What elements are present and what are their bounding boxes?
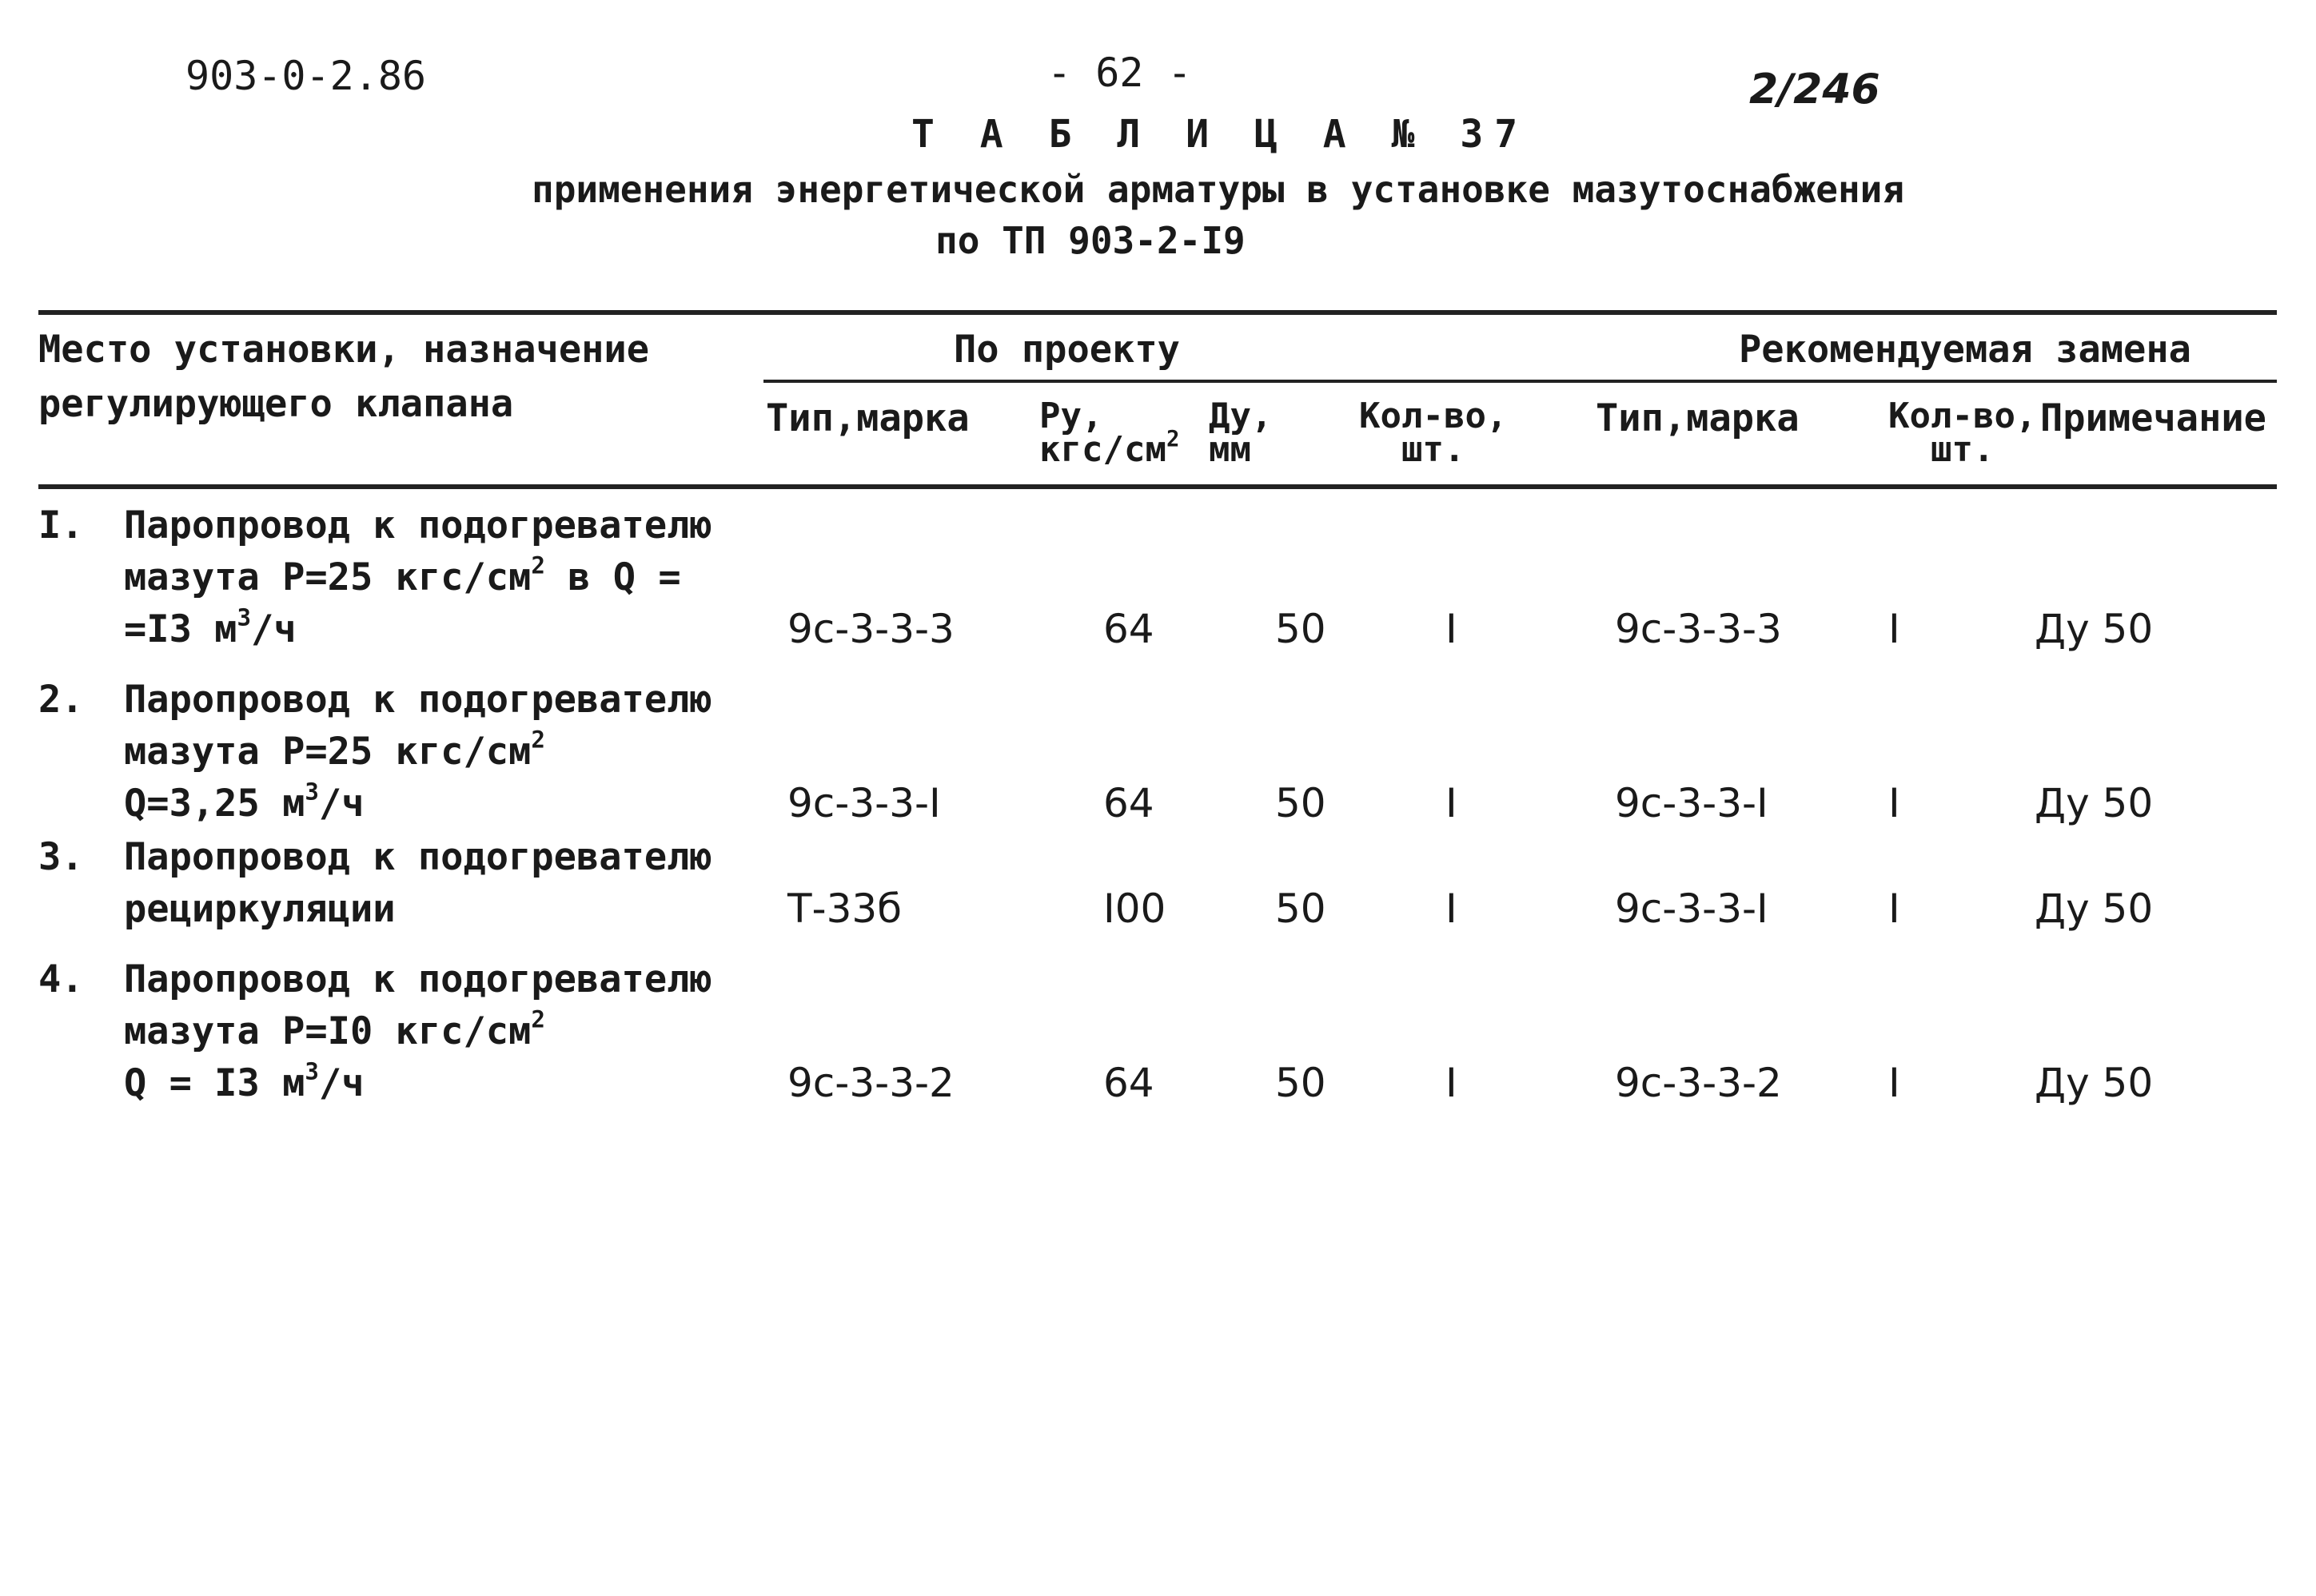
row-qty: I <box>1445 886 1457 932</box>
row-rec-qty: I <box>1888 606 1900 652</box>
header-py <box>1039 396 1180 470</box>
row-type: Т-33б <box>787 886 903 932</box>
row-desc-line2-exp: 2 <box>531 726 545 754</box>
header-qty <box>1359 396 1508 470</box>
header-by-project: По проекту <box>954 328 1180 372</box>
row-desc-line2-exp: 2 <box>531 1005 545 1033</box>
row-number: 3. <box>38 835 84 879</box>
header-py-unit: кгс/см <box>1039 429 1166 470</box>
row-desc-line2 <box>124 1005 545 1053</box>
header-du <box>1209 396 1273 470</box>
row-type: 9с-3-3-3 <box>787 606 955 652</box>
row-py: I00 <box>1103 886 1166 932</box>
table-subtitle: применения энергетической арматуры в установке мазутоснабжения <box>532 168 1905 211</box>
row-rec-qty: I <box>1888 886 1900 932</box>
header-qty-label: Кол-во, <box>1359 396 1508 436</box>
row-desc-line1: Паропровод к подогревателю <box>124 957 712 1001</box>
header-py-unit-exp: 2 <box>1166 426 1180 452</box>
header-qty-rec <box>1888 396 2037 470</box>
row-py: 64 <box>1103 1060 1154 1106</box>
row-note: Ду 50 <box>2035 606 2154 652</box>
row-desc-line3-tail: /ч <box>251 607 297 651</box>
header-place-line1: Место установки, назначение <box>38 328 650 372</box>
header-py-label: Ру, <box>1039 396 1103 436</box>
row-desc-line1: Паропровод к подогревателю <box>124 835 712 879</box>
row-desc-line3-text: Q=3,25 м <box>124 782 305 826</box>
row-rec-qty: I <box>1888 1060 1900 1106</box>
row-desc-line2-tail: в Q = <box>544 555 681 599</box>
header-recommended: Рекомендуемая замена <box>1739 328 2191 372</box>
header-qty-unit: шт. <box>1401 429 1465 470</box>
row-qty: I <box>1445 606 1457 652</box>
document-code: 903-0-2.86 <box>185 53 427 99</box>
row-du: 50 <box>1275 886 1326 932</box>
header-du-label: Ду, <box>1209 396 1273 436</box>
row-du: 50 <box>1275 606 1326 652</box>
row-rec-qty: I <box>1888 780 1900 826</box>
header-note: Примечание <box>2040 396 2266 440</box>
row-desc-line3 <box>124 778 365 826</box>
row-desc-line2-exp: 2 <box>531 551 545 579</box>
row-rec-type: 9с-3-3-2 <box>1615 1060 1782 1106</box>
header-qty-rec-unit: шт. <box>1930 429 1995 470</box>
header-place-line2: регулирующего клапана <box>38 382 514 426</box>
row-rec-type: 9с-3-3-I <box>1615 886 1768 932</box>
table-top-rule <box>38 310 2277 315</box>
row-desc-line2 <box>124 551 681 599</box>
table-subtitle-ref: по ТП 903-2-I9 <box>935 219 1246 262</box>
row-du: 50 <box>1275 780 1326 826</box>
row-type: 9с-3-3-2 <box>787 1060 955 1106</box>
row-qty: I <box>1445 1060 1457 1106</box>
header-group-rule <box>763 380 2277 383</box>
row-py: 64 <box>1103 780 1154 826</box>
row-desc-line3-exp: 3 <box>305 778 319 806</box>
row-desc-line3-tail: /ч <box>318 1061 365 1105</box>
row-rec-type: 9с-3-3-I <box>1615 780 1768 826</box>
row-desc-line1: Паропровод к подогревателю <box>124 503 712 547</box>
row-desc-line2-text: мазута Р=25 кгс/см <box>124 555 532 599</box>
row-note: Ду 50 <box>2035 1060 2154 1106</box>
row-desc-line2-text: мазута Р=I0 кгс/см <box>124 1009 532 1053</box>
row-desc-line3 <box>124 1057 365 1105</box>
header-type-brand: Тип,марка <box>766 396 970 440</box>
row-desc-line3-text: =I3 м <box>124 607 237 651</box>
row-desc-line2-text: мазута Р=25 кгс/см <box>124 730 532 774</box>
row-desc-line3-tail: /ч <box>318 782 365 826</box>
header-py-unit-wrap <box>1039 426 1180 470</box>
row-py: 64 <box>1103 606 1154 652</box>
row-desc-line3 <box>124 603 297 651</box>
registration-number: 2/246 <box>1749 66 1880 113</box>
row-du: 50 <box>1275 1060 1326 1106</box>
page-number: - 62 - <box>1047 50 1192 96</box>
row-desc-line2: рециркуляции <box>124 887 396 931</box>
row-number: I. <box>38 503 84 547</box>
row-desc-line2 <box>124 726 545 774</box>
header-type-brand-rec: Тип,марка <box>1596 396 1800 440</box>
row-note: Ду 50 <box>2035 886 2154 932</box>
row-type: 9с-3-3-I <box>787 780 941 826</box>
row-desc-line3-text: Q = I3 м <box>124 1061 305 1105</box>
row-note: Ду 50 <box>2035 780 2154 826</box>
row-desc-line1: Паропровод к подогревателю <box>124 678 712 722</box>
header-qty-rec-label: Кол-во, <box>1888 396 2037 436</box>
header-bottom-rule <box>38 484 2277 489</box>
row-qty: I <box>1445 780 1457 826</box>
table-title: Т А Б Л И Ц А № 37 <box>911 112 1529 157</box>
header-du-unit: мм <box>1209 429 1251 470</box>
row-desc-line3-exp: 3 <box>305 1057 319 1085</box>
row-desc-line3-exp: 3 <box>237 603 252 631</box>
row-rec-type: 9с-3-3-3 <box>1615 606 1782 652</box>
row-number: 2. <box>38 678 84 722</box>
row-number: 4. <box>38 957 84 1001</box>
